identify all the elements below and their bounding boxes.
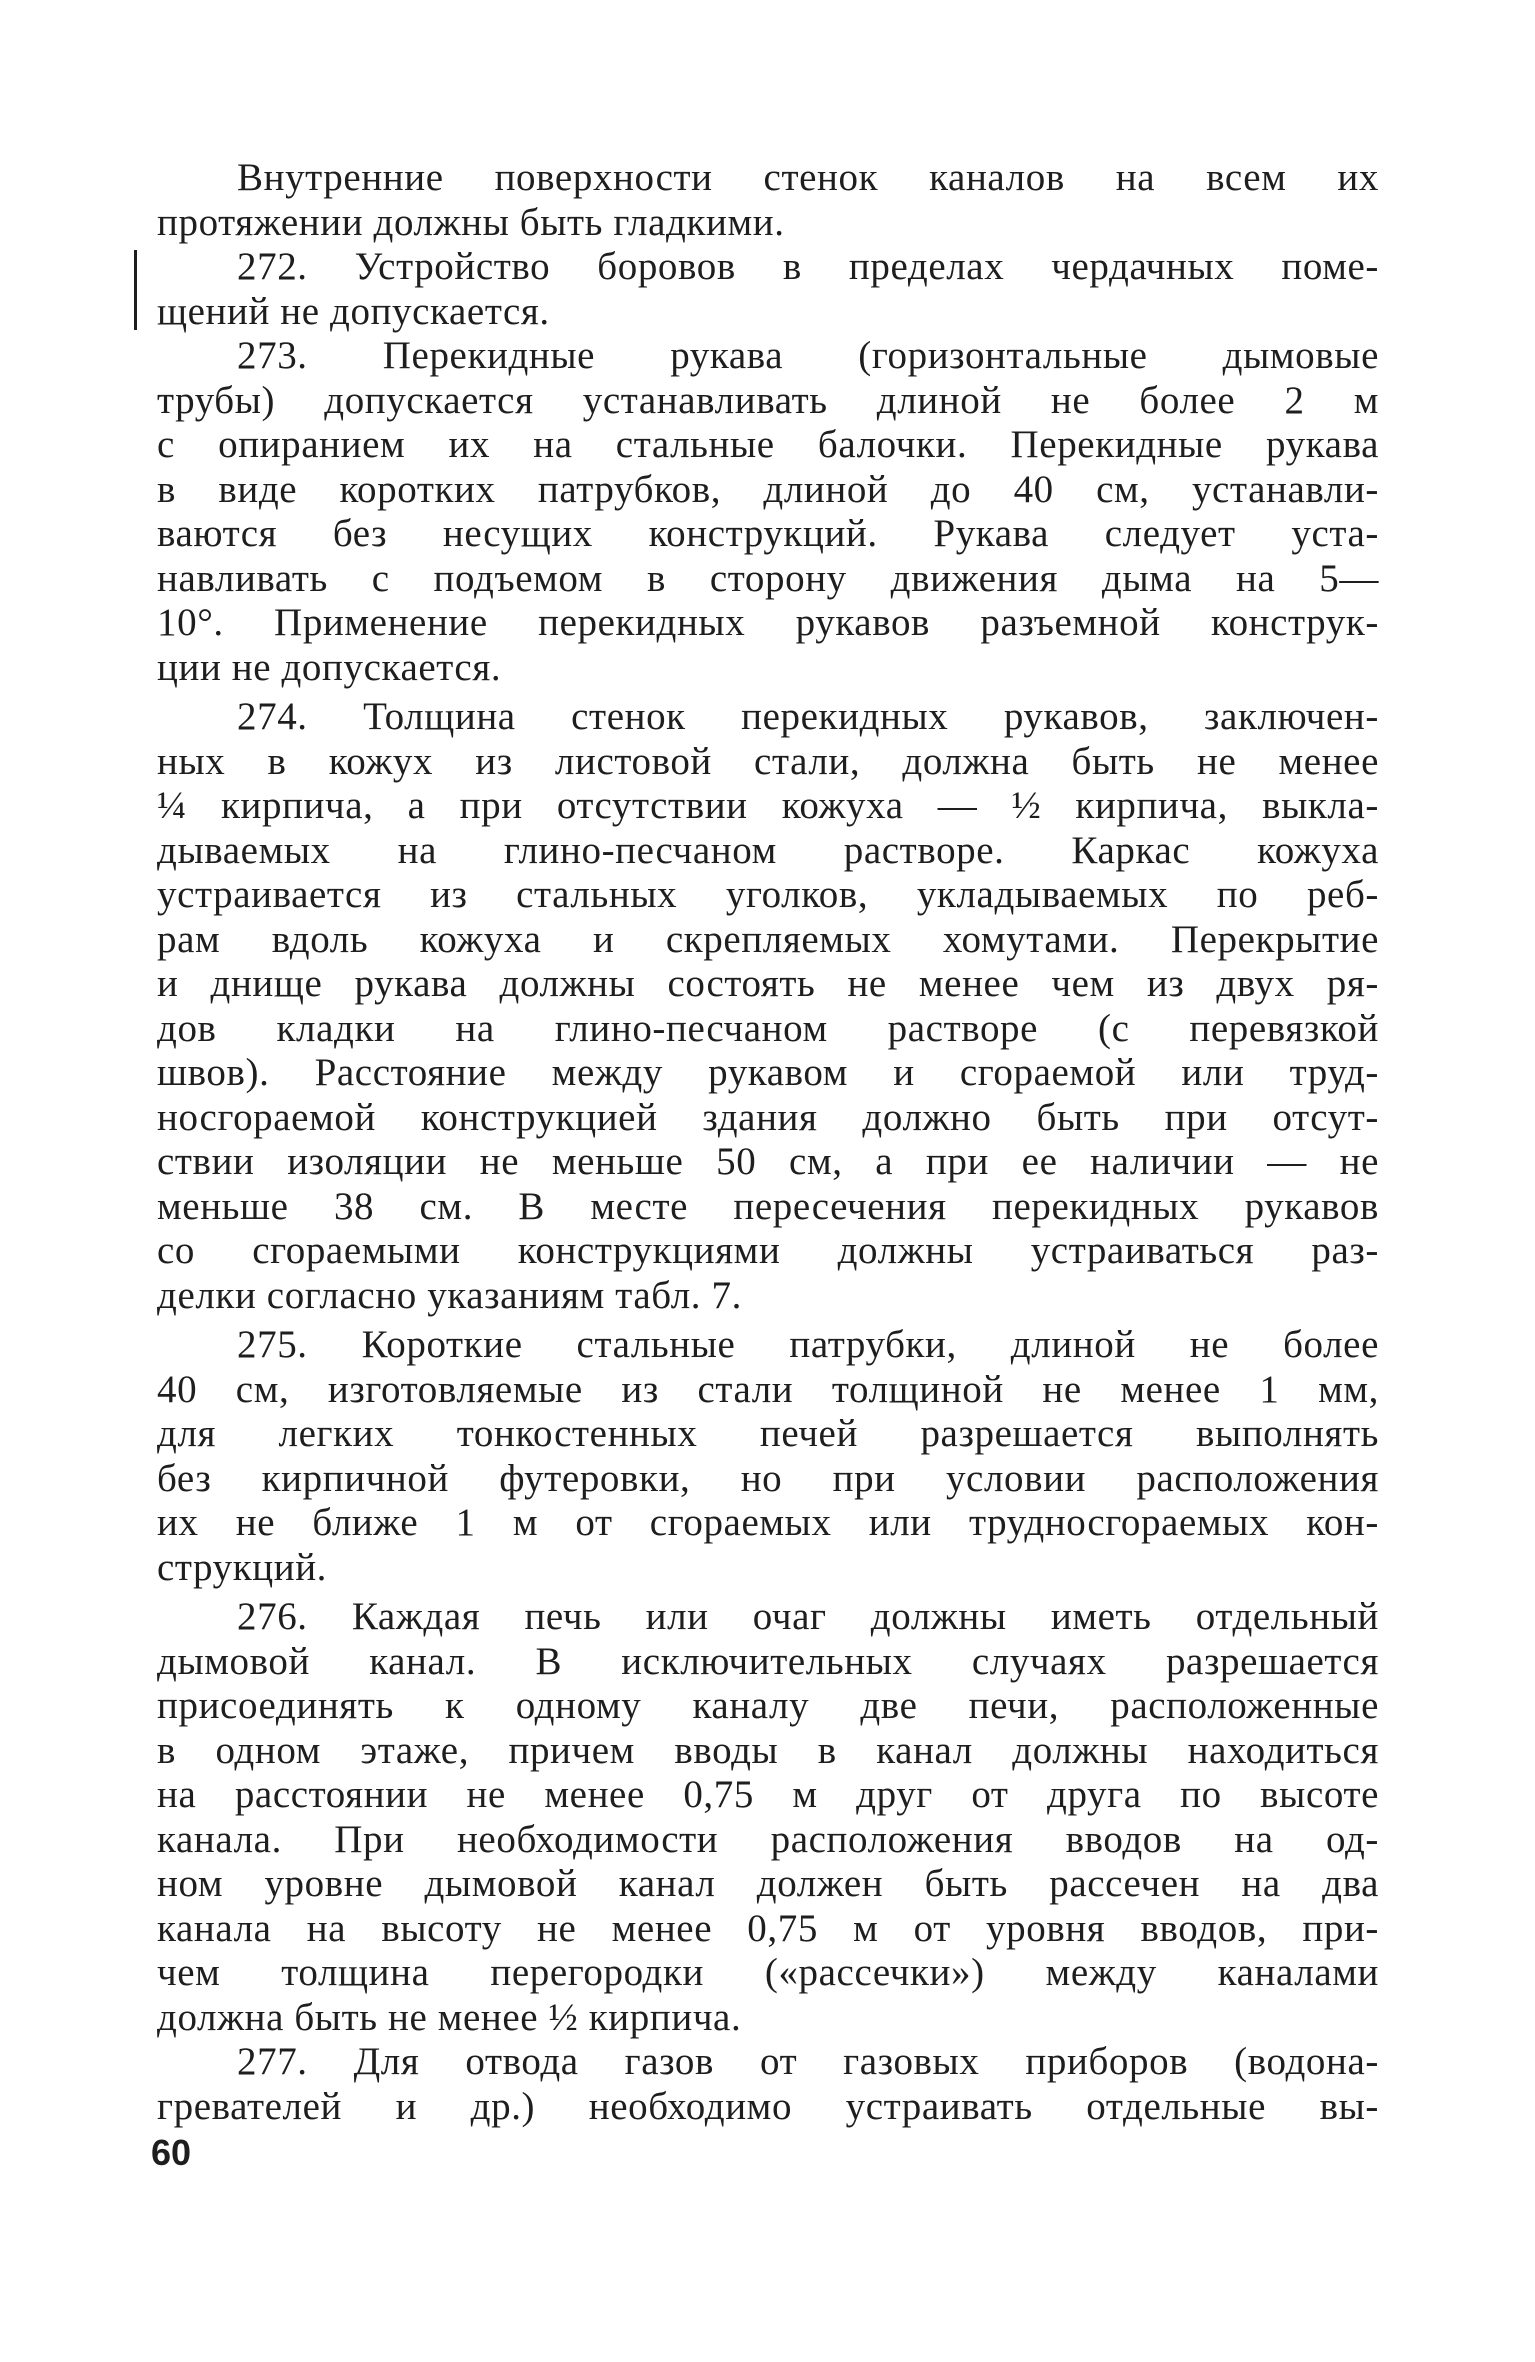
text-line: должна быть не менее ½ кирпича. [157,1995,742,2039]
text-line: и днище рукава должны состоять не менее чем из двух ря- [157,962,1379,1005]
text-line: 275. Короткие стальные патрубки, длиной не более [237,1323,1379,1366]
text-line: устраивается из стальных уголков, укладываемых по реб- [157,873,1379,916]
text-line: 276. Каждая печь или очаг должны иметь отдельный [237,1595,1379,1638]
page-body-text [157,156,1379,2129]
text-line: ¼ кирпича, а при отсутствии кожуха — ½ кирпича, выкла- [157,784,1379,827]
text-line: чем толщина перегородки («рассечки») между каналами [157,1951,1379,1994]
text-line: без кирпичной футеровки, но при условии расположения [157,1456,1379,1500]
text-line: их не ближе 1 м от сгораемых или трудносгораемых кон- [157,1501,1379,1544]
text-line: ваются без несущих конструкций. Рукава следует уста- [157,512,1379,555]
text-line: с опиранием их на стальные балочки. Перекидные рукава [157,423,1379,466]
text-line: протяжении должны быть гладкими. [157,200,785,244]
text-line: дымовой канал. В исключительных случаях разрешается [157,1639,1379,1683]
text-line: дываемых на глино-песчаном растворе. Каркас кожуха [157,828,1379,872]
text-line: 277. Для отвода газов от газовых приборов (водона- [237,2040,1379,2083]
text-line: ции не допускается. [157,645,502,689]
text-line: щений не допускается. [157,289,550,333]
text-line: канала на высоту не менее 0,75 м от уровня вводов, при- [157,1906,1379,1950]
text-line: ном уровне дымовой канал должен быть рассечен на два [157,1862,1379,1905]
text-line: 273. Перекидные рукава (горизонтальные дымовые [237,334,1379,377]
text-line: дов кладки на глино-песчаном растворе (с перевязкой [157,1006,1379,1050]
text-line: канала. При необходимости расположения вводов на од- [157,1817,1379,1861]
text-line: ствии изоляции не меньше 50 см, а при ее наличии — не [157,1140,1379,1183]
text-line: со сгораемыми конструкциями должны устраиваться раз- [157,1229,1379,1272]
page-number: 60 [151,2132,192,2173]
text-line: струкций. [157,1545,328,1589]
margin-change-bar [134,250,137,330]
text-line: 10°. Применение перекидных рукавов разъемной конструк- [157,601,1379,644]
text-line: трубы) допускается устанавливать длиной не более 2 м [157,378,1379,422]
text-line: на расстоянии не менее 0,75 м друг от друга по высоте [157,1773,1379,1816]
text-line: ных в кожух из листовой стали, должна быть не менее [157,739,1379,783]
text-line: 40 см, изготовляемые из стали толщиной не менее 1 мм, [157,1367,1379,1411]
text-line: носгораемой конструкцией здания должно быть при отсут- [157,1095,1379,1139]
text-line: 274. Толщина стенок перекидных рукавов, заключен- [237,695,1379,738]
text-line: меньше 38 см. В месте пересечения перекидных рукавов [157,1184,1379,1228]
text-line: 272. Устройство боровов в пределах чердачных поме- [237,245,1379,288]
text-line: в виде коротких патрубков, длиной до 40 см, устанавли- [157,467,1379,511]
text-line: в одном этаже, причем вводы в канал должны находиться [157,1728,1379,1772]
text-line: гревателей и др.) необходимо устраивать отдельные вы- [157,2084,1379,2128]
text-line: рам вдоль кожуха и скрепляемых хомутами. Перекрытие [157,917,1379,961]
text-line: делки согласно указаниям табл. 7. [157,1273,742,1317]
text-line: навливать с подъемом в сторону движения дыма на 5— [157,556,1379,600]
text-line: присоединять к одному каналу две печи, расположенные [157,1684,1379,1727]
text-line: швов). Расстояние между рукавом и сгораемой или труд- [157,1051,1379,1094]
text-line: Внутренние поверхности стенок каналов на всем их [237,156,1379,199]
text-line: для легких тонкостенных печей разрешается выполнять [157,1412,1379,1455]
